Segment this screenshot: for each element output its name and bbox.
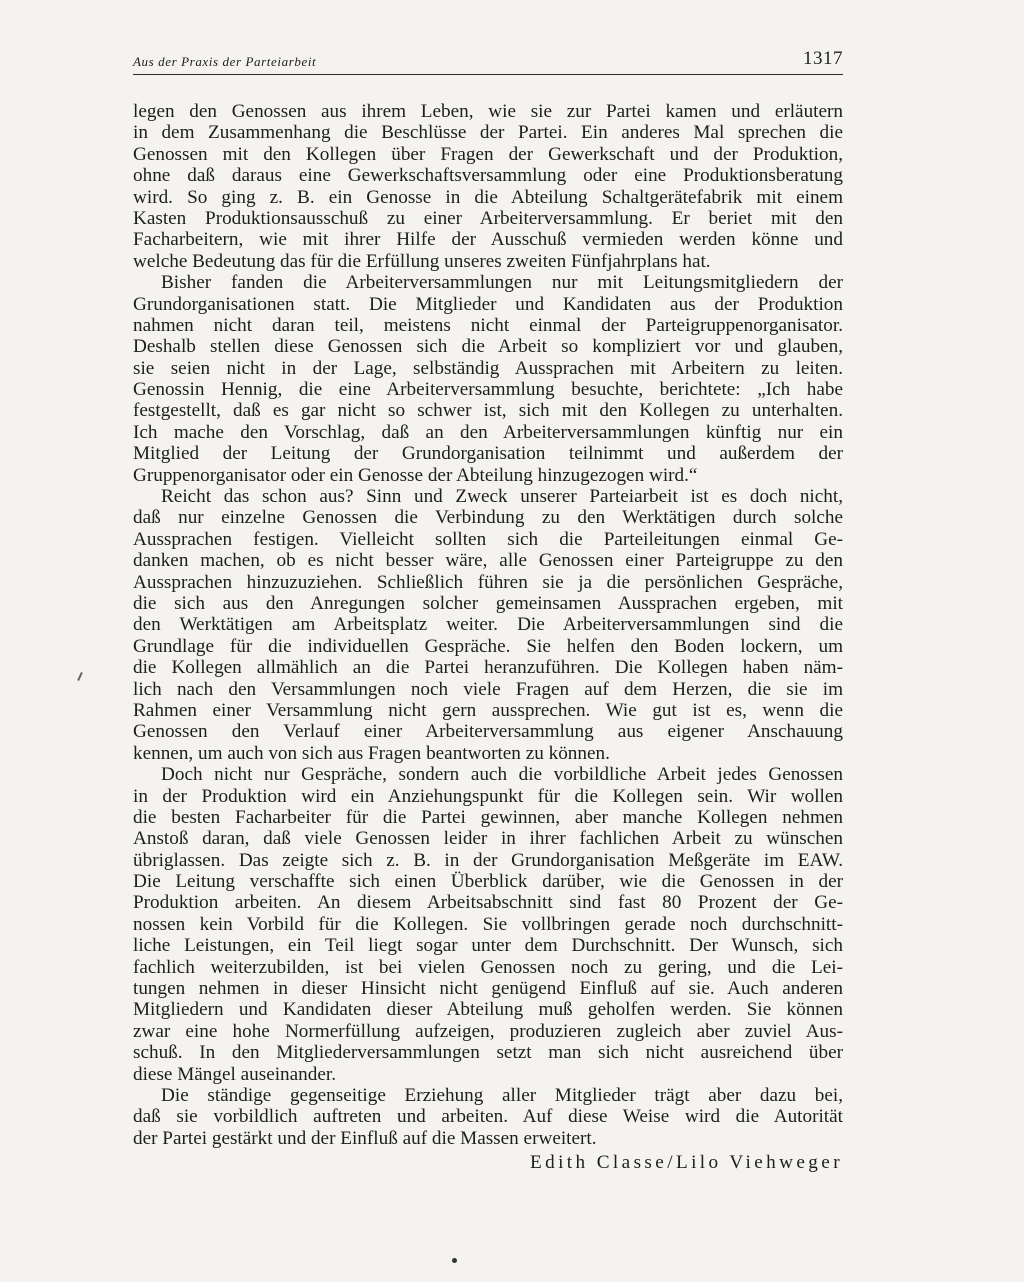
text-line: nahmen nicht daran teil, meistens nicht einmal der Parteigruppenorganisator. [133,314,843,336]
text-line: Die Leitung verschaffte sich einen Überblick darüber, wie die Genossen in der [133,871,843,893]
paragraph [133,101,843,272]
text-line: Grundlage für die individuellen Gespräche. Sie helfen den Boden lockern, um [133,635,843,657]
text-line: Aussprachen festigen. Vielleicht sollten sich die Parteileitungen einmal Ge- [133,528,843,550]
text-line: schuß. In den Mitgliederversammlungen setzt man sich nicht ausreichend über [133,1042,843,1064]
article-body [133,101,843,1149]
text-line: Mitglied der Leitung der Grundorganisation teilnimmt und außerdem der [133,443,843,465]
margin-mark [77,672,83,681]
text-line: Die ständige gegenseitige Erziehung aller Mitglieder trägt aber dazu bei, [161,1084,843,1106]
page-header [133,48,843,75]
paragraph [133,764,843,1085]
text-line: tungen nehmen in dieser Hinsicht nicht genügend Einfluß auf sie. Auch anderen [133,978,843,1000]
text-line: Doch nicht nur Gespräche, sondern auch die vorbildliche Arbeit jedes Genossen [161,764,843,786]
paragraph [133,272,843,486]
author-signature: Edith Classe/Lilo Viehweger [529,1152,843,1173]
text-line: sie seien nicht in der Lage, selbständig Aussprachen mit Arbeitern zu leiten. [133,357,843,379]
text-line: liche Leistungen, ein Teil liegt sogar unter dem Durchschnitt. Der Wunsch, sich [133,935,843,957]
text-line: die Kollegen allmählich an die Partei heranzuführen. Die Kollegen haben näm- [133,657,843,679]
text-line: Produktion arbeiten. An diesem Arbeitsabschnitt sind fast 80 Prozent der Ge- [133,892,843,914]
ink-dot [452,1258,457,1263]
text-line: Reicht das schon aus? Sinn und Zweck unserer Parteiarbeit ist es doch nicht, [161,486,843,508]
text-line: in dem Zusammenhang die Beschlüsse der Partei. Ein anderes Mal sprechen die [133,122,843,144]
text-line: in der Produktion wird ein Anziehungspunkt für die Kollegen sein. Wir wollen [133,785,843,807]
text-line: Anstoß daran, daß viele Genossen leider in ihrer fachlichen Arbeit zu wünschen [133,828,843,850]
page-number: 1317 [803,48,843,69]
paragraph [133,1085,843,1149]
text-line: nossen kein Vorbild für die Kollegen. Sie vollbringen gerade noch durchschnitt- [133,913,843,935]
text-line: Rahmen einer Versammlung nicht gern aussprechen. Wie gut ist es, wenn die [133,699,843,721]
text-line: Genossen den Verlauf einer Arbeiterversammlung aus eigener Anschauung [133,721,843,743]
text-line: Aussprachen hinzuzuziehen. Schließlich führen sie ja die persönlichen Gespräche, [133,571,843,593]
text-line: Genossen mit den Kollegen über Fragen der Gewerkschaft und der Produktion, [133,143,843,165]
text-line: lich nach den Versammlungen noch viele Fragen auf dem Herzen, die sie im [133,678,843,700]
text-line: diese Mängel auseinander. [133,1063,336,1085]
text-line: Genossin Hennig, die eine Arbeiterversammlung besuchte, berichtete: „Ich habe [133,379,843,401]
text-line: Grundorganisationen statt. Die Mitglieder und Kandidaten aus der Produktion [133,293,843,315]
text-line: daß nur einzelne Genossen die Verbindung zu den Werktätigen durch solche [133,507,843,529]
text-line: danken machen, ob es nicht besser wäre, alle Genossen einer Parteigruppe zu den [133,550,843,572]
text-line: ohne daß daraus eine Gewerkschaftsversammlung oder eine Produktionsberatung [133,165,843,187]
text-line: übriglassen. Das zeigte sich z. B. in der Grundorganisation Meßgeräte im EAW. [133,849,843,871]
text-line: Ich mache den Vorschlag, daß an den Arbeiterversammlungen künftig nur ein [133,421,843,443]
text-line: festgestellt, daß es gar nicht so schwer ist, sich mit den Kollegen zu unterhalten. [133,400,843,422]
text-line: Kasten Produktionsausschuß zu einer Arbeiterversammlung. Er beriet mit den [133,207,843,229]
text-line: die besten Facharbeiter für die Partei gewinnen, aber manche Kollegen nehmen [133,806,843,828]
text-line: der Partei gestärkt und der Einfluß auf die Massen erweitert. [133,1127,597,1149]
text-line: welche Bedeutung das für die Erfüllung unseres zweiten Fünfjahrplans hat. [133,250,711,272]
text-line: fachlich weiterzubilden, ist bei vielen Genossen noch zu gering, und die Lei- [133,956,843,978]
text-line: den Werktätigen am Arbeitsplatz weiter. Die Arbeiterversammlungen sind die [133,614,843,636]
text-line: daß sie vorbildlich auftreten und arbeiten. Auf diese Weise wird die Autorität [133,1106,843,1128]
text-line: kennen, um auch von sich aus Fragen beantworten zu können. [133,742,610,764]
text-line: Deshalb stellen diese Genossen sich die Arbeit so kompliziert vor und glauben, [133,336,843,358]
text-line: legen den Genossen aus ihrem Leben, wie sie zur Partei kamen und erläutern [133,101,843,122]
paragraph [133,486,843,764]
running-title: Aus der Praxis der Parteiarbeit [133,54,317,69]
text-line: wird. So ging z. B. ein Genosse in die Abteilung Schaltgerätefabrik mit einem [133,186,843,208]
text-line: Facharbeitern, wie mit ihrer Hilfe der Ausschuß vermieden werden könne und [133,229,843,251]
text-line: Bisher fanden die Arbeiterversammlungen nur mit Leitungsmitgliedern der [161,272,843,294]
text-line: Gruppenorganisator oder ein Genosse der Abteilung hinzugezogen wird.“ [133,464,698,486]
text-line: die sich aus den Anregungen solcher gemeinsamen Aussprachen ergeben, mit [133,592,843,614]
text-line: Mitgliedern und Kandidaten dieser Abteilung muß geholfen werden. Sie können [133,999,843,1021]
text-line: zwar eine hohe Normerfüllung aufzeigen, produzieren zugleich aber zuviel Aus- [133,1020,843,1042]
